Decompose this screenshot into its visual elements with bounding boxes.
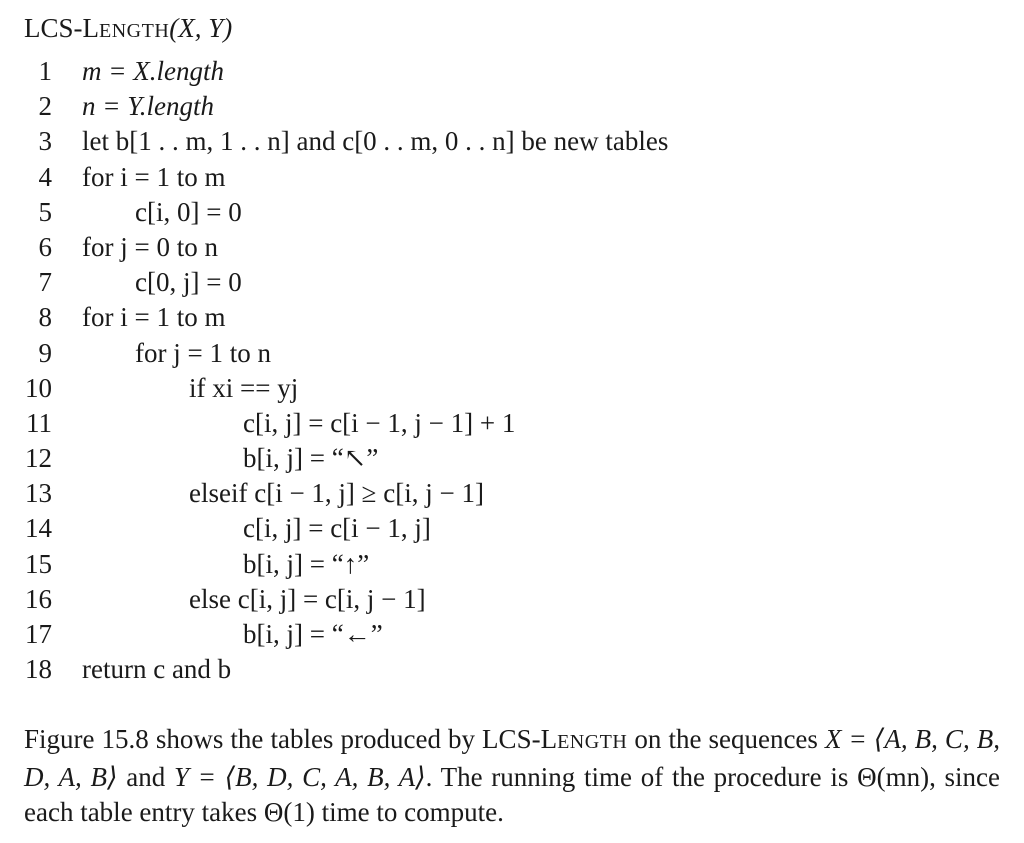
code-line [0, 511, 1024, 546]
entry-time: Θ(1) [263, 797, 315, 827]
sequence-y: Y = ⟨B, D, C, A, B, A⟩ [173, 762, 426, 792]
code-statement: for j = 1 to n [135, 337, 271, 368]
para-text: Figure 15.8 shows the tables produced by LCS-L [24, 724, 558, 754]
code-statement: if xi == yj [189, 372, 299, 403]
code-statement: for i = 1 to m [82, 161, 226, 192]
para-smallcaps: ENGTH [557, 731, 628, 753]
sequence-x: X = ⟨A, B, C, B, D, A, B⟩ [24, 724, 1000, 792]
line-number: 12 [25, 443, 52, 474]
code-line [0, 230, 1024, 265]
code-line [0, 54, 1024, 89]
code-line [0, 160, 1024, 195]
code-line [0, 336, 1024, 371]
line-number: 16 [25, 583, 52, 614]
code-statement: else c[i, j] = c[i, j − 1] [189, 583, 426, 614]
line-number: 15 [25, 548, 52, 579]
code-statement: b[i, j] = “↖” [243, 443, 379, 474]
line-number: 3 [38, 126, 52, 157]
code-line [0, 476, 1024, 511]
para-text: . The running time of the procedure is [425, 762, 858, 792]
code-statement: m = X.length [82, 56, 224, 86]
line-number: 11 [26, 407, 52, 438]
line-number: 2 [38, 91, 52, 122]
para-text: and [117, 762, 174, 792]
code-line [0, 300, 1024, 335]
code-line [0, 89, 1024, 124]
code-line [0, 371, 1024, 406]
line-number: 1 [38, 56, 52, 86]
code-statement: for i = 1 to m [82, 302, 226, 333]
code-line [0, 652, 1024, 687]
line-number: 18 [25, 654, 52, 685]
line-number: 10 [25, 372, 52, 403]
code-statement: c[0, j] = 0 [135, 267, 242, 298]
code-statement: b[i, j] = “↑” [243, 548, 370, 579]
code-line [0, 547, 1024, 582]
line-number: 7 [38, 267, 52, 298]
procedure-title [24, 10, 232, 49]
code-statement: c[i, 0] = 0 [135, 196, 242, 227]
line-number: 14 [25, 513, 52, 544]
line-number: 4 [38, 161, 52, 192]
line-number: 13 [25, 478, 52, 509]
code-line [0, 582, 1024, 617]
line-number: 6 [38, 231, 52, 262]
code-line [0, 441, 1024, 476]
line-number: 17 [25, 619, 52, 649]
code-line [0, 406, 1024, 441]
code-line [0, 124, 1024, 159]
line-number: 5 [38, 196, 52, 227]
line-number: 8 [38, 302, 52, 333]
code-statement: n = Y.length [82, 91, 214, 122]
code-statement: c[i, j] = c[i − 1, j − 1] + 1 [243, 407, 516, 438]
code-statement: c[i, j] = c[i − 1, j] [243, 513, 431, 544]
code-line [0, 195, 1024, 230]
para-text: time to compute. [314, 797, 504, 827]
code-statement: return c and b [82, 654, 232, 685]
running-time: Θ(mn) [857, 762, 930, 792]
code-statement: let b[1 . . m, 1 . . n] and c[0 . . m, 0 . . n] be new tables [82, 126, 669, 157]
line-number: 9 [38, 337, 52, 368]
description-paragraph [24, 722, 1000, 830]
code-line [0, 265, 1024, 300]
code-statement: b[i, j] = “←” [243, 619, 383, 649]
para-text: , since each table entry takes [24, 762, 1001, 827]
code-statement: elseif c[i − 1, j] ≥ c[i, j − 1] [189, 478, 484, 509]
code-line [0, 617, 1024, 652]
procedure-args: (X, Y) [169, 13, 233, 43]
procedure-name-first: LCS-L [24, 13, 100, 43]
code-statement: for j = 0 to n [82, 231, 218, 262]
pseudocode-block [0, 54, 1024, 687]
para-text: on the sequences [627, 724, 825, 754]
procedure-name-rest: ENGTH [99, 20, 170, 42]
